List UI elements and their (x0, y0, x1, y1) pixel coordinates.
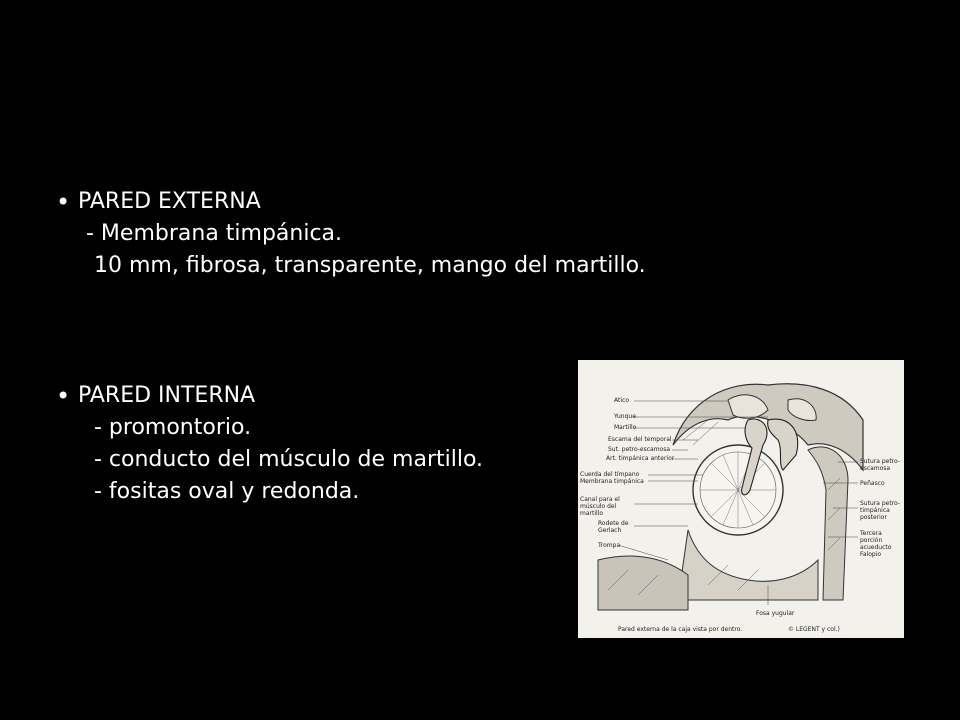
figure-label: Martillo (614, 424, 637, 431)
detail-line: - conducto del músculo de martillo. (94, 447, 484, 472)
figure-label: Trompa (598, 542, 621, 549)
figure-label: Canal para el músculo del martillo (580, 496, 620, 517)
figure-label: Atico (614, 397, 629, 404)
section-heading: PARED EXTERNA (78, 189, 261, 214)
figure-label: Membrana timpánica (580, 478, 644, 485)
figure-label: Fosa yugular (756, 610, 795, 617)
figure-credit: © LEGENT y col.) (788, 626, 840, 633)
figure-label: Art. timpánica anterior (606, 455, 675, 462)
figure-label: Yunque (614, 413, 636, 420)
figure-label: Sut. petro-escamosa (608, 446, 671, 453)
bullet-icon: • (56, 382, 71, 410)
figure-caption: Pared externa de la caja vista por dentro. (618, 626, 743, 633)
detail-line: - fositas oval y redonda. (94, 479, 360, 504)
detail-line: - promontorio. (94, 415, 252, 440)
figure-label: Cuerda del tímpano (580, 471, 640, 478)
section-pared-externa (56, 186, 646, 282)
detail-line: 10 mm, fibrosa, transparente, mango del martillo. (94, 253, 646, 278)
figure-label: Escama del temporal (608, 436, 672, 443)
figure-label: Sutura petro-escamosa (860, 458, 900, 472)
figure-label: Tercera porción acueducto Falopio (860, 530, 892, 558)
section-pared-interna (56, 380, 483, 508)
detail-line: - Membrana timpánica. (86, 221, 343, 246)
figure-label: Rodete de Gerlach (598, 520, 629, 534)
bullet-icon: • (56, 188, 71, 216)
figure-label: Peñasco (860, 480, 885, 487)
figure-label: Sutura petro-timpánica posterior (860, 500, 900, 521)
section-heading: PARED INTERNA (78, 383, 256, 408)
anatomical-figure (578, 360, 904, 638)
